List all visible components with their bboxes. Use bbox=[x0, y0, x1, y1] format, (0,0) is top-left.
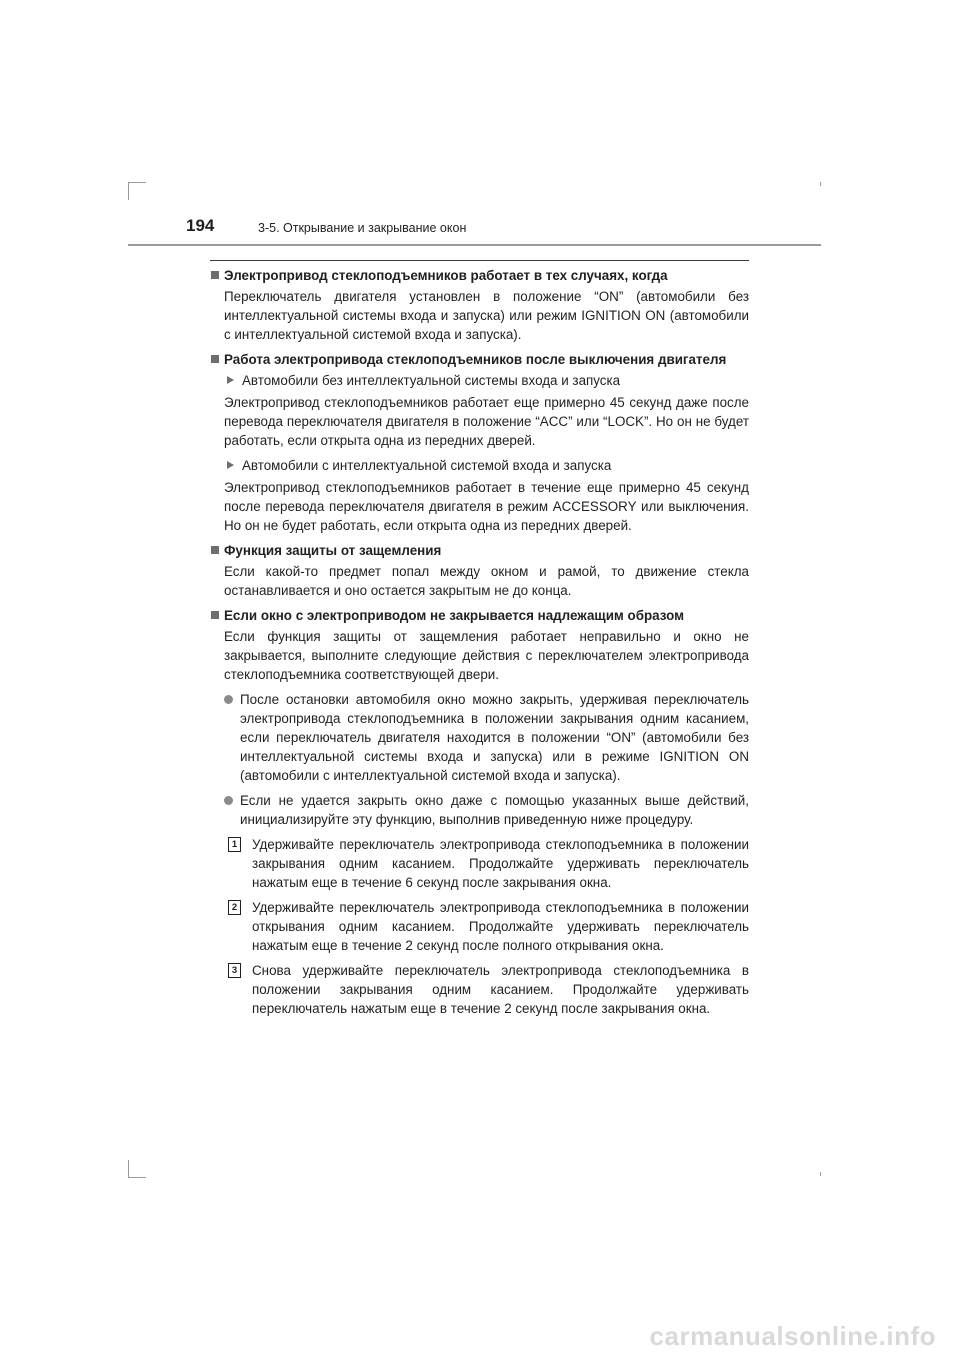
step-item bbox=[210, 961, 749, 1018]
page-number: 194 bbox=[186, 216, 215, 235]
section-title: 3-5. Открывание и закрывание окон bbox=[258, 221, 467, 235]
square-bullet-icon bbox=[211, 271, 219, 279]
header-rule bbox=[128, 244, 821, 246]
crop-mark-bottom-left-h bbox=[128, 1177, 146, 1178]
section-text: Электропривод стеклоподъемников работает в течение еще примерно 45 секунд после перевода переключателя двигателя в режим ACCESSORY или выключения. Но он не будет работать, если открыта одна из передних дверей. bbox=[224, 480, 749, 533]
circle-bullet-icon bbox=[224, 695, 233, 704]
step-text: Удерживайте переключатель электропривода стеклоподъемника в положении закрывания одним касанием. Продолжайте удерживать переключатель нажатым еще в течение 6 секунд после закрывания окна. bbox=[252, 837, 749, 890]
bullet-item bbox=[210, 791, 749, 829]
crop-mark-bottom-right bbox=[820, 1172, 821, 1176]
section-heading bbox=[210, 606, 749, 625]
page-content bbox=[210, 266, 749, 1024]
sub-heading bbox=[210, 456, 749, 475]
triangle-arrow-icon bbox=[227, 461, 234, 469]
sub-heading-text: Автомобили без интеллектуальной системы входа и запуска bbox=[242, 373, 621, 388]
step-text: Удерживайте переключатель электропривода стеклоподъемника в положении открывания одним касанием. Продолжайте удерживать переключатель нажатым еще в течение 2 секунд после полного открывания окна. bbox=[252, 900, 749, 953]
crop-mark-top-left-h bbox=[128, 182, 146, 183]
content-rule bbox=[210, 260, 749, 261]
section-heading bbox=[210, 266, 749, 285]
section-heading bbox=[210, 350, 749, 369]
square-bullet-icon bbox=[211, 611, 219, 619]
square-bullet-icon bbox=[211, 546, 219, 554]
triangle-arrow-icon bbox=[227, 376, 234, 384]
section-heading-text: Если окно с электроприводом не закрывается надлежащим образом bbox=[224, 608, 685, 623]
step-number: 2 bbox=[228, 900, 241, 915]
step-text: Снова удерживайте переключатель электропривода стеклоподъемника в положении закрывания одним касанием. Продолжайте удерживать переключатель нажатым еще в течение 2 секунд после закрывания окна. bbox=[252, 963, 749, 1016]
crop-mark-top-right bbox=[820, 182, 821, 186]
square-bullet-icon bbox=[211, 355, 219, 363]
section-text: Переключатель двигателя установлен в положение “ON” (автомобили без интеллектуальной системы входа и запуска) или режим IGNITION ON (автомобили с интеллектуальной системой входа и запуска). bbox=[224, 289, 749, 342]
watermark: carmanualsonline.info bbox=[649, 1321, 936, 1351]
section-heading-text: Электропривод стеклоподъемников работает в тех случаях, когда bbox=[224, 268, 668, 283]
crop-mark-top-left-v bbox=[128, 182, 129, 200]
section-text: Электропривод стеклоподъемников работает еще примерно 45 секунд даже после перевода переключателя двигателя в положение “ACC” или “LOCK”. Но он не будет работать, если открыта одна из передних дверей. bbox=[224, 395, 749, 448]
section-heading-text: Функция защиты от защемления bbox=[224, 543, 442, 558]
circle-bullet-icon bbox=[224, 796, 233, 805]
bullet-text: После остановки автомобиля окно можно закрыть, удерживая переключатель электропривода стеклоподъемника в положении закрывания одним касанием, если переключатель двигателя находится в положении “ON” (автомобили без интеллектуальной системы входа и запуска) или в режиме IGNITION ON (автомобили с интеллектуальной системой входа и запуска). bbox=[240, 692, 749, 783]
sub-heading-text: Автомобили с интеллектуальной системой входа и запуска bbox=[242, 458, 612, 473]
sub-heading bbox=[210, 371, 749, 390]
step-item bbox=[210, 835, 749, 892]
step-item bbox=[210, 898, 749, 955]
bullet-text: Если не удается закрыть окно даже с помощью указанных выше действий, инициализируйте эту функцию, выполнив приведенную ниже процедуру. bbox=[240, 793, 749, 827]
bullet-item bbox=[210, 690, 749, 785]
step-number: 3 bbox=[228, 963, 241, 978]
section-text: Если функция защиты от защемления работает неправильно и окно не закрывается, выполните следующие действия с переключателем электропривода стеклоподъемника соответствующей двери. bbox=[224, 629, 749, 682]
crop-mark-bottom-left-v bbox=[128, 1160, 129, 1178]
section-text: Если какой-то предмет попал между окном и рамой, то движение стекла останавливается и оно остается закрытым не до конца. bbox=[224, 564, 749, 598]
section-heading-text: Работа электропривода стеклоподъемников после выключения двигателя bbox=[224, 352, 727, 367]
step-number: 1 bbox=[228, 837, 241, 852]
section-heading bbox=[210, 541, 749, 560]
